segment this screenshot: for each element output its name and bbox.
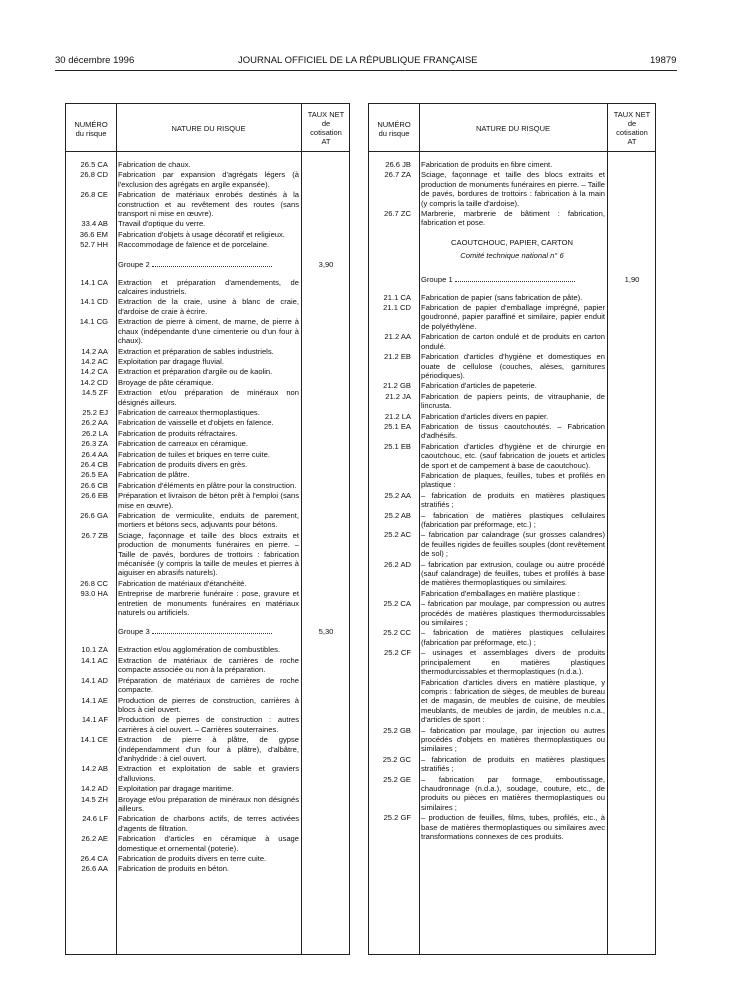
risk-number: 26.6 AA — [81, 864, 108, 874]
right-table-body — [369, 160, 640, 842]
risk-nature: Fabrication de carton ondulé et de produits en carton ondulé. — [421, 332, 605, 351]
risk-number: 26.7 ZC — [383, 209, 411, 219]
header-divider — [55, 70, 677, 71]
risk-number: 26.3 ZA — [81, 439, 108, 449]
risk-row — [66, 735, 299, 763]
risk-row — [369, 775, 605, 813]
risk-number: 25.2 EJ — [82, 407, 108, 417]
risk-nature: Fabrication d'emballages en matière plastique : — [421, 588, 580, 598]
risk-nature: Extraction et/ou agglomération de combustibles. — [118, 645, 281, 655]
risk-nature: – usinages et assemblages divers de produits principalement en matières plastiques thermodurcissables et thermoplastiques (n.d.a.). — [421, 648, 605, 677]
risk-number: 26.2 AA — [81, 418, 108, 428]
risk-row — [66, 240, 299, 249]
risk-number: 25.2 AC — [383, 530, 411, 540]
risk-row — [66, 378, 299, 387]
group-label: Groupe 1 — [421, 274, 453, 284]
risk-nature: Production de pierres de construction, carrières à blocs à ciel ouvert. — [118, 695, 299, 714]
risk-row — [369, 726, 605, 754]
risk-row — [66, 589, 299, 617]
risk-row — [369, 511, 605, 530]
group-row — [66, 259, 334, 270]
risk-nature: Fabrication de vermiculite, enduits de parement, mortiers et bétons secs, adjuvants pour bétons. — [118, 511, 299, 530]
risk-row — [66, 418, 299, 427]
risk-row — [66, 317, 299, 345]
risk-nature: Extraction de pierre à plâtre, de gypse (indépendamment d'un four à plâtre), d'albâtre, d'anhydride : à ciel ouvert. — [118, 735, 299, 763]
risk-row — [66, 491, 299, 510]
risk-nature: Fabrication d'articles en céramique à usage domestique et ornemental (poterie). — [118, 834, 299, 853]
risk-nature: Fabrication d'articles divers en papier. — [421, 411, 549, 421]
risk-row — [66, 439, 299, 448]
risk-nature: Production de pierres de construction : autres carrières à ciel ouvert. – Carrières souterraines. — [118, 715, 299, 734]
risk-number: 26.8 CC — [80, 578, 108, 588]
risk-number: 26.6 CB — [80, 480, 108, 490]
risk-nature: Extraction et préparation d'amendements, de calcaires industriels. — [118, 277, 299, 297]
nature-header: NATURE DU RISQUE — [475, 124, 551, 133]
risk-row — [369, 303, 605, 331]
risk-nature: Extraction et préparation de sables industriels. — [118, 346, 274, 356]
risk-nature: Fabrication de papiers peints, de vitrauphanie, de lincrusta. — [421, 391, 605, 411]
risk-number: 14.5 ZF — [81, 388, 108, 398]
risk-number — [369, 589, 415, 598]
risk-nature: Fabrication d'articles d'hygiène et domestiques en ouate de cellulose (couches, alèses, garnitures périodiques). — [421, 352, 605, 380]
risk-nature: Exploitation par dragage fluvial. — [118, 356, 224, 366]
risk-number: 14.1 AD — [80, 675, 108, 685]
risk-nature: Exploitation par dragage maritime. — [118, 784, 234, 794]
risk-row — [369, 599, 605, 627]
risk-number: 36.6 EM — [79, 229, 108, 239]
risk-nature: – fabrication de matières plastiques cellulaires (fabrication par préformage, etc.) ; — [421, 510, 605, 529]
risk-row — [66, 854, 299, 863]
risk-row — [66, 696, 299, 715]
risk-row — [66, 764, 299, 783]
group-row — [66, 627, 334, 637]
group-rate: 5,30 — [318, 627, 334, 637]
risk-number: 14.2 CD — [80, 377, 108, 387]
risk-row — [66, 481, 299, 490]
risk-number: 26.2 AD — [383, 559, 411, 569]
journal-title: JOURNAL OFFICIEL DE LA RÉPUBLIQUE FRANÇAISE — [238, 55, 478, 66]
risk-number: 14.1 AF — [81, 715, 108, 725]
risk-nature: Broyage et/ou préparation de minéraux non désignés ailleurs. — [118, 794, 299, 813]
risk-nature: – fabrication de matières plastiques cellulaires (fabrication par préformage, etc.) ; — [421, 628, 605, 647]
risk-row — [66, 656, 299, 675]
risk-number: 14.1 CG — [79, 317, 108, 327]
col-divider — [607, 104, 608, 954]
risk-nature: Fabrication de produits réfractaires. — [118, 428, 238, 438]
risk-nature: Extraction de matériaux de carrières de roche compacte associée ou non à la préparation. — [118, 655, 299, 675]
right-table — [368, 103, 656, 955]
risk-nature: Extraction et préparation d'argile ou de kaolin. — [118, 367, 273, 377]
risk-row — [66, 715, 299, 734]
risk-nature: Fabrication d'articles de papeterie. — [421, 381, 537, 391]
risk-row — [66, 357, 299, 366]
risk-number: 25.2 AB — [384, 510, 411, 520]
risk-row — [66, 230, 299, 239]
risk-nature: Fabrication d'articles divers en matière plastique, y compris : fabrication de sièges, de meubles de bureau et de magasin, de meubles de cuisine, de meubles meublants, de meubles de jardin, de meubles n.c.a., d'articles de sport : — [421, 677, 605, 725]
risk-number — [369, 678, 415, 725]
risk-number: 26.4 CA — [80, 854, 108, 863]
risk-row — [66, 347, 299, 356]
risk-nature: Fabrication de papier d'emballage imprégné, papier goudronné, papier paraffiné et similaire, papier enduit de polyéthylène. — [421, 303, 605, 331]
risk-nature: Entreprise de marbrerie funéraire : pose, gravure et entretien de monuments funéraires en matériaux naturels ou artificiels. — [118, 589, 299, 618]
group-label: Groupe 3 — [118, 627, 150, 637]
risk-row — [369, 170, 605, 208]
risk-row — [66, 170, 299, 189]
risk-row — [66, 160, 299, 169]
risk-nature: Fabrication de produits divers en grès. — [118, 459, 248, 469]
risk-nature: Fabrication de tissus caoutchoutés. – Fabrication d'adhésifs. — [421, 421, 605, 441]
risk-number: 14.2 CA — [80, 367, 108, 377]
risk-row — [369, 422, 605, 441]
risk-row — [66, 219, 299, 228]
risk-number — [369, 471, 415, 490]
risk-number: 52.7 HH — [80, 240, 108, 250]
risk-number: 21.1 CD — [383, 303, 411, 313]
risk-number: 26.5 CA — [80, 160, 108, 169]
risk-row — [369, 589, 605, 598]
risk-number: 25.2 GB — [383, 725, 411, 735]
risk-nature: Fabrication de papier (sans fabrication de pâte). — [421, 292, 583, 302]
risk-nature: Fabrication d'éléments en plâtre pour la construction. — [118, 480, 297, 490]
group-rate: 1,90 — [624, 274, 640, 284]
risk-number: 14.2 AA — [81, 346, 108, 356]
numero-header: NUMÉRO du risque — [74, 120, 108, 138]
risk-number: 25.2 GE — [383, 774, 411, 784]
risk-row — [66, 470, 299, 479]
risk-number: 14.1 CD — [80, 297, 108, 307]
risk-number: 14.1 AE — [81, 695, 108, 705]
risk-row — [369, 628, 605, 647]
risk-row — [369, 648, 605, 676]
risk-number: 25.2 AA — [384, 490, 411, 500]
section-subheading: Comité technique national n° 6 — [460, 251, 564, 261]
risk-row — [66, 676, 299, 695]
risk-nature: Fabrication de charbons actifs, de terres activées d'agents de filtration. — [118, 814, 299, 833]
numero-header: NUMÉRO du risque — [377, 120, 411, 138]
risk-nature: – fabrication par moulage, par compression ou autres procédés de matières plastiques thermodurcissables ou similaires ; — [421, 599, 605, 628]
taux-header: TAUX NET de cotisation AT — [613, 110, 651, 146]
risk-number: 26.7 ZA — [384, 170, 411, 180]
group-rate: 3,90 — [318, 259, 334, 269]
risk-number: 14.2 AB — [81, 764, 108, 774]
taux-header: TAUX NET de cotisation AT — [307, 110, 345, 146]
risk-number: 21.2 LA — [384, 411, 411, 421]
risk-nature: Préparation de matériaux de carrières de roche compacte. — [118, 675, 299, 695]
risk-number: 26.6 EB — [80, 491, 108, 501]
risk-row — [369, 560, 605, 588]
risk-nature: – fabrication de produits en matières plastiques stratifiés ; — [421, 754, 605, 774]
risk-number: 26.6 JB — [385, 160, 411, 169]
risk-nature: Fabrication de matériaux d'étanchéité. — [118, 578, 247, 588]
risk-number: 25.2 CF — [383, 648, 411, 658]
risk-row — [66, 388, 299, 407]
risk-row — [66, 864, 299, 873]
risk-number: 10.1 ZA — [81, 645, 108, 655]
risk-number: 14.1 CA — [80, 277, 108, 287]
risk-nature: – fabrication par formage, emboutissage, chaudronnage (n.d.a.), soudage, couture, etc., de produits ou pièces en matières thermoplastiques ou similaires ; — [421, 774, 605, 812]
risk-nature: – fabrication par extrusion, coulage ou autre procédé (sauf calandrage) de feuilles, tubes et profilés à base de matières thermoplastiques ou similaires. — [421, 559, 605, 588]
risk-number: 26.2 LA — [81, 428, 108, 438]
risk-row — [66, 297, 299, 316]
risk-row — [369, 755, 605, 774]
risk-nature: Fabrication de plâtre. — [118, 470, 190, 480]
risk-nature: Travail d'optique du verre. — [118, 219, 206, 229]
risk-nature: Fabrication de vaisselle et d'objets en faïence. — [118, 418, 274, 428]
risk-number: 25.2 GF — [383, 813, 411, 823]
risk-number: 21.2 GB — [383, 381, 411, 391]
risk-number: 14.2 AC — [80, 356, 108, 366]
risk-nature: Fabrication de produits en fibre ciment. — [421, 160, 553, 169]
risk-number: 25.1 EB — [383, 441, 411, 451]
risk-nature: Fabrication de carreaux thermoplastiques. — [118, 407, 260, 417]
risk-row — [369, 381, 605, 390]
page-date: 30 décembre 1996 — [55, 55, 135, 66]
risk-row — [369, 412, 605, 421]
col-divider — [301, 104, 302, 954]
risk-row — [369, 813, 605, 841]
risk-row — [66, 278, 299, 297]
risk-row — [369, 332, 605, 351]
risk-row — [369, 491, 605, 510]
risk-number: 26.8 CE — [80, 190, 108, 200]
risk-nature: Broyage de pâte céramique. — [118, 377, 214, 387]
risk-row — [66, 429, 299, 438]
risk-nature: Fabrication d'objets à usage décoratif et religieux. — [118, 229, 285, 239]
left-table — [65, 103, 350, 955]
risk-row — [66, 645, 299, 654]
risk-row — [66, 190, 299, 218]
risk-nature: Sciage, façonnage et taille des blocs extraits et production de monuments funéraires en pierre. – Taille de pavés, bordures de trottoirs : fabrication à la main (y compris la taille d'ardoise). — [421, 170, 605, 208]
risk-number: 14.1 CE — [80, 735, 108, 745]
risk-nature: – production de feuilles, films, tubes, profilés, etc., à base de matières thermoplastiques ou similaires avec transformations connexes de ces produits. — [421, 813, 605, 841]
risk-nature: Fabrication de chaux. — [118, 160, 191, 169]
risk-nature: – fabrication par calandrage (sur grosses calandres) de feuilles rigides de feuilles souples (dont revêtement de sol) ; — [421, 530, 605, 559]
risk-row — [66, 408, 299, 417]
risk-number: 14.1 AC — [80, 655, 108, 665]
risk-nature: Fabrication de matériaux enrobés destinés à la construction et au revêtement des routes (sans transport ni mise en œuvre). — [118, 190, 299, 219]
left-table-header — [66, 104, 349, 152]
risk-number: 21.2 JA — [385, 391, 411, 401]
risk-row — [369, 293, 605, 302]
nature-header: NATURE DU RISQUE — [171, 124, 246, 133]
risk-row — [66, 460, 299, 469]
risk-number: 21.1 CA — [383, 292, 411, 302]
risk-row — [369, 442, 605, 470]
risk-number: 26.2 AE — [81, 834, 108, 844]
risk-nature: – fabrication de produits en matières plastiques stratifiés ; — [421, 490, 605, 510]
risk-nature: Fabrication de tuiles et briques en terre cuite. — [118, 449, 270, 459]
risk-row — [66, 784, 299, 793]
risk-number: 21.2 AA — [384, 332, 411, 342]
risk-nature: Fabrication de plaques, feuilles, tubes et profilés en plastique : — [421, 470, 605, 490]
risk-nature: Fabrication par expansion d'agrégats légers (à l'exclusion des agrégats en argile expansée). — [118, 170, 299, 189]
risk-row — [66, 511, 299, 530]
risk-nature: Extraction de la craie, usine à blanc de craie, d'ardoise de craie à écrire. — [118, 297, 299, 316]
risk-nature: Préparation et livraison de béton prêt à l'emploi (sans mise en œuvre). — [118, 491, 299, 510]
risk-number: 25.2 GC — [382, 754, 411, 764]
risk-nature: Raccommodage de faïence et de porcelaine. — [118, 240, 270, 250]
risk-number: 26.8 CD — [80, 170, 108, 180]
risk-row — [66, 795, 299, 814]
risk-nature: – fabrication par moulage, par injection ou autres procédés d'objets en matières thermoplastiques ou similaires ; — [421, 725, 605, 754]
risk-nature: Fabrication de produits en béton. — [118, 864, 230, 874]
risk-nature: Fabrication de produits divers en terre cuite. — [118, 854, 267, 863]
risk-number: 26.7 ZB — [81, 530, 108, 540]
risk-nature: Marbrerie, marbrerie de bâtiment : fabrication, fabrication et pose. — [421, 209, 605, 228]
risk-row — [369, 471, 605, 490]
risk-number: 26.4 AA — [81, 449, 108, 459]
risk-number: 33.4 AB — [81, 219, 108, 229]
risk-row — [66, 814, 299, 833]
risk-nature: Fabrication d'articles d'hygiène et de chirurgie en caoutchouc, etc. (sauf fabrication de jouets et articles de sport et de campement à base de caoutchouc). — [421, 441, 605, 470]
risk-number: 25.2 CC — [383, 628, 411, 638]
section-heading: CAOUTCHOUC, PAPIER, CARTON — [451, 237, 573, 247]
risk-row — [369, 392, 605, 411]
risk-nature: Extraction de pierre à ciment, de marne, de pierre à chaux (indépendante d'une cimenterie ou d'un four à chaux). — [118, 317, 299, 346]
risk-row — [66, 531, 299, 578]
risk-number: 14.5 ZH — [80, 794, 108, 804]
risk-row — [66, 450, 299, 459]
risk-row — [369, 160, 605, 169]
risk-row — [369, 678, 605, 725]
risk-number: 26.5 EA — [80, 470, 108, 480]
group-row — [369, 274, 640, 285]
risk-number: 14.2 AD — [80, 784, 108, 794]
risk-nature: Sciage, façonnage et taille des blocs extraits et production de monuments funéraires en pierre. – Taille de pavés, bordures de trottoirs : fabrication mécanisée (y compris la taille de meules et pierres à aiguiser en abrasifs naturels). — [118, 530, 299, 578]
risk-row — [66, 579, 299, 588]
page-number: 19879 — [650, 55, 677, 66]
risk-nature: Fabrication de carreaux en céramique. — [118, 439, 249, 449]
risk-number: 25.2 CA — [383, 599, 411, 609]
risk-number: 26.6 GA — [80, 511, 108, 520]
risk-number: 25.1 EA — [383, 421, 411, 431]
risk-nature: Extraction et/ou préparation de minéraux non désignés ailleurs. — [118, 388, 299, 407]
risk-row — [369, 209, 605, 228]
risk-row — [66, 834, 299, 853]
risk-nature: Extraction et exploitation de sable et graviers d'alluvions. — [118, 764, 299, 783]
risk-number: 26.4 CB — [80, 459, 108, 469]
group-label: Groupe 2 — [118, 259, 150, 269]
risk-number: 93.0 HA — [80, 589, 108, 599]
risk-number: 24.6 LF — [82, 814, 108, 824]
risk-row — [369, 530, 605, 558]
risk-row — [66, 367, 299, 376]
risk-number: 21.2 EB — [383, 352, 411, 362]
risk-row — [369, 352, 605, 380]
left-table-body — [66, 160, 334, 875]
right-table-header — [369, 104, 655, 152]
